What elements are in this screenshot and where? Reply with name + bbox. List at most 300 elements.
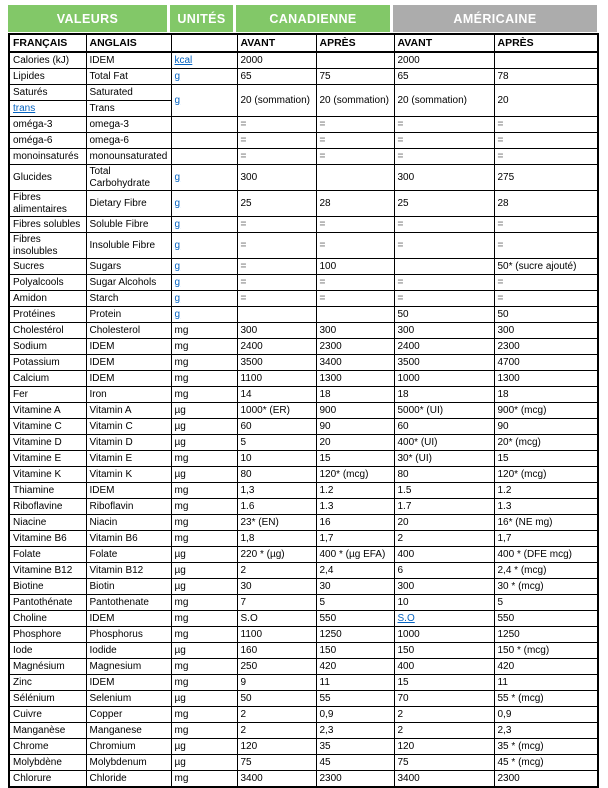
cell-apres-americaine: 15 [494,451,598,467]
cell-avant-canadienne: 75 [237,755,316,771]
no-value-dash: = [319,150,325,162]
column-header-unites [171,34,237,52]
cell-francais: Niacine [9,515,86,531]
subheader-row [9,34,598,52]
table-row [9,259,598,275]
cell-apres-americaine: 275 [494,165,598,191]
cell-apres-americaine [494,52,598,69]
cell-anglais: monounsaturated [86,149,171,165]
cell-anglais: IDEM [86,611,171,627]
cell-avant-americaine: 120 [394,739,494,755]
no-value-dash: = [397,218,403,230]
no-value-dash: = [319,276,325,288]
cell-francais: Sucres [9,259,86,275]
no-value-dash: = [497,134,503,146]
cell-apres-americaine: 0,9 [494,707,598,723]
cell-anglais: omega-3 [86,117,171,133]
cell-anglais: Starch [86,291,171,307]
cell-unite-link[interactable]: g [174,197,181,209]
cell-francais: Polyalcools [9,275,86,291]
group-header-unites: UNITÉS [170,5,233,32]
cell-francais: Calcium [9,371,86,387]
cell-avant-americaine [394,117,494,133]
cell-avant-americaine [394,275,494,291]
table-row [9,771,598,788]
table-row [9,643,598,659]
cell-unite: mg [171,323,237,339]
cell-apres-americaine [494,149,598,165]
cell-anglais: Soluble Fibre [86,217,171,233]
cell-avant-canadienne [237,217,316,233]
cell-unite [171,217,237,233]
cell-anglais: IDEM [86,339,171,355]
cell-francais: Glucides [9,165,86,191]
cell-apres-canadienne: 20 [316,435,394,451]
cell-anglais: Chloride [86,771,171,788]
table-row [9,563,598,579]
cell-francais: Fibres solubles [9,217,86,233]
group-header-americaine: AMÉRICAINE [393,5,597,32]
cell-francais: Molybdène [9,755,86,771]
cell-unite: mg [171,355,237,371]
cell-unite-link[interactable]: g [174,171,181,183]
cell-unite: µg [171,691,237,707]
cell-unite: mg [171,707,237,723]
cell-francais: Biotine [9,579,86,595]
cell-unite-link[interactable]: g [174,239,181,251]
cell-avant-americaine: 400 [394,547,494,563]
cell-avant-canadienne: 250 [237,659,316,675]
cell-avant-americaine: 2 [394,723,494,739]
cell-francais: Vitamine B6 [9,531,86,547]
cell-anglais: Vitamin E [86,451,171,467]
cell-apres-americaine: 2,4 * (mcg) [494,563,598,579]
cell-francais: Lipides [9,69,86,85]
cell-unite [171,85,237,117]
no-value-dash: = [397,276,403,288]
cell-avant-canadienne: 25 [237,191,316,217]
document-page [8,5,597,788]
cell-apres-canadienne: 3400 [316,355,394,371]
cell-unite [171,307,237,323]
cell-avant-canadienne: 1,8 [237,531,316,547]
cell-anglais: IDEM [86,483,171,499]
table-group-header [8,5,597,32]
cell-avant-canadienne: 14 [237,387,316,403]
cell-francais: Sodium [9,339,86,355]
cell-avant-canadienne: 1000* (ER) [237,403,316,419]
cell-avant-americaine: 50 [394,307,494,323]
cell-francais: Thiamine [9,483,86,499]
cell-anglais: IDEM [86,371,171,387]
cell-avant-canadienne: 50 [237,691,316,707]
table-row [9,339,598,355]
cell-avant-canadienne: 10 [237,451,316,467]
cell-unite: µg [171,547,237,563]
cell-unite: mg [171,627,237,643]
cell-francais: Zinc [9,675,86,691]
cell-avant-canadienne [237,275,316,291]
cell-francais: Vitamine C [9,419,86,435]
cell-unite: µg [171,755,237,771]
cell-avant-canadienne: 5 [237,435,316,451]
cell-unite [171,259,237,275]
cell-avant-americaine: 1000 [394,371,494,387]
cell-avant-canadienne: 2 [237,723,316,739]
cell-apres-americaine: 50* (sucre ajouté) [494,259,598,275]
cell-apres-canadienne: 2300 [316,339,394,355]
cell-anglais: Niacin [86,515,171,531]
cell-francais: Saturés [9,85,86,101]
table-row [9,659,598,675]
cell-unite [171,233,237,259]
cell-unite [171,291,237,307]
cell-apres-americaine: 78 [494,69,598,85]
no-value-dash: = [397,134,403,146]
cell-avant-americaine: 25 [394,191,494,217]
table-row [9,435,598,451]
cell-anglais: Saturated [86,85,171,101]
cell-apres-americaine: 18 [494,387,598,403]
cell-apres-canadienne [316,217,394,233]
cell-anglais: Trans [86,101,171,117]
cell-avant-canadienne [237,259,316,275]
cell-apres-americaine: 5 [494,595,598,611]
no-value-dash: = [240,239,246,251]
cell-anglais: Iodide [86,643,171,659]
no-value-dash: = [497,239,503,251]
cell-apres-americaine: 2300 [494,771,598,788]
cell-apres-americaine: 4700 [494,355,598,371]
cell-unite-link[interactable]: g [174,292,181,304]
table-row [9,275,598,291]
cell-anglais: Vitamin A [86,403,171,419]
cell-avant-americaine: 60 [394,419,494,435]
cell-apres-americaine: 1.3 [494,499,598,515]
cell-apres-canadienne [316,165,394,191]
table-row [9,739,598,755]
cell-apres-canadienne: 100 [316,259,394,275]
cell-anglais: IDEM [86,675,171,691]
cell-unite: mg [171,595,237,611]
table-row [9,307,598,323]
table-row [9,723,598,739]
cell-unite-link[interactable]: g [174,94,181,106]
cell-francais: Vitamine E [9,451,86,467]
cell-anglais: Vitamin B6 [86,531,171,547]
table-row [9,707,598,723]
cell-apres-americaine: 20 [494,85,598,117]
cell-unite [171,165,237,191]
cell-avant-americaine [394,133,494,149]
cell-francais: Vitamine A [9,403,86,419]
cell-apres-americaine: 120* (mcg) [494,467,598,483]
no-value-dash: = [497,150,503,162]
cell-avant-americaine: 300 [394,165,494,191]
cell-apres-americaine [494,117,598,133]
cell-avant-americaine [394,233,494,259]
table-row [9,233,598,259]
table-row [9,52,598,69]
cell-francais: monoinsaturés [9,149,86,165]
table-row [9,515,598,531]
cell-unite-link[interactable]: g [174,70,181,82]
cell-avant-americaine: 1.5 [394,483,494,499]
no-value-dash: = [240,134,246,146]
cell-avant-canadienne: 160 [237,643,316,659]
cell-apres-canadienne: 11 [316,675,394,691]
cell-avant-canadienne [237,149,316,165]
cell-francais: Magnésium [9,659,86,675]
cell-anglais: IDEM [86,355,171,371]
table-row [9,403,598,419]
cell-avant-americaine [394,291,494,307]
cell-anglais: Total Fat [86,69,171,85]
cell-apres-canadienne: 0,9 [316,707,394,723]
cell-avant-canadienne: 300 [237,323,316,339]
group-header-valeurs: VALEURS [8,5,167,32]
cell-unite: mg [171,499,237,515]
cell-apres-americaine [494,133,598,149]
cell-avant-canadienne: 2000 [237,52,316,69]
cell-unite: mg [171,723,237,739]
cell-avant-canadienne [237,133,316,149]
group-header-canadienne: CANADIENNE [236,5,390,32]
cell-unite [171,191,237,217]
cell-anglais: Insoluble Fibre [86,233,171,259]
table-row [9,149,598,165]
cell-apres-canadienne: 1,7 [316,531,394,547]
cell-avant-canadienne: 23* (EN) [237,515,316,531]
cell-unite: µg [171,579,237,595]
cell-francais: Cholestérol [9,323,86,339]
cell-apres-americaine: 300 [494,323,598,339]
cell-unite: mg [171,531,237,547]
cell-avant-canadienne: 20 (sommation) [237,85,316,117]
table-row [9,69,598,85]
cell-apres-canadienne: 45 [316,755,394,771]
cell-unite [171,69,237,85]
cell-avant-americaine: 15 [394,675,494,691]
cell-avant-canadienne: S.O [237,611,316,627]
cell-apres-canadienne: 15 [316,451,394,467]
table-row [9,627,598,643]
cell-anglais: Total Carbohydrate [86,165,171,191]
cell-avant-canadienne [237,307,316,323]
cell-unite [171,52,237,69]
cell-unite: mg [171,675,237,691]
cell-anglais: Iron [86,387,171,403]
cell-avant-canadienne: 65 [237,69,316,85]
cell-apres-canadienne: 30 [316,579,394,595]
cell-unite-link[interactable]: g [174,308,181,320]
table-row [9,755,598,771]
cell-apres-americaine: 28 [494,191,598,217]
no-value-dash: = [240,276,246,288]
cell-unite-link[interactable]: g [174,260,181,272]
cell-anglais: omega-6 [86,133,171,149]
cell-avant-canadienne: 2400 [237,339,316,355]
cell-unite-link[interactable]: g [174,276,181,288]
cell-avant-canadienne: 7 [237,595,316,611]
table-row [9,85,598,101]
no-value-dash: = [240,118,246,130]
cell-apres-americaine: 420 [494,659,598,675]
cell-francais: Vitamine B12 [9,563,86,579]
cell-anglais: Cholesterol [86,323,171,339]
cell-anglais: Vitamin D [86,435,171,451]
cell-apres-americaine: 2,3 [494,723,598,739]
cell-francais: oméga-3 [9,117,86,133]
cell-avant-canadienne: 220 * (µg) [237,547,316,563]
table-row [9,117,598,133]
no-value-dash: = [319,239,325,251]
cell-avant-americaine [394,217,494,233]
cell-unite: mg [171,515,237,531]
cell-unite-link[interactable]: g [174,218,181,230]
cell-apres-americaine: 1.2 [494,483,598,499]
column-header-apres-americaine: APRÈS [494,34,598,52]
no-value-dash: = [319,292,325,304]
cell-apres-canadienne: 5 [316,595,394,611]
table-row [9,217,598,233]
cell-francais: Manganèse [9,723,86,739]
cell-avant-americaine-link[interactable]: S.O [397,612,415,624]
cell-anglais: Pantothenate [86,595,171,611]
cell-anglais: Phosphorus [86,627,171,643]
no-value-dash: = [397,150,403,162]
cell-apres-canadienne: 1.3 [316,499,394,515]
cell-unite: µg [171,435,237,451]
cell-apres-canadienne: 150 [316,643,394,659]
cell-avant-americaine: 10 [394,595,494,611]
cell-anglais: Vitamin B12 [86,563,171,579]
table-row [9,419,598,435]
cell-apres-americaine [494,217,598,233]
cell-francais: Pantothénate [9,595,86,611]
cell-unite: mg [171,387,237,403]
cell-francais: Cuivre [9,707,86,723]
cell-apres-canadienne: 28 [316,191,394,217]
cell-avant-americaine: 5000* (UI) [394,403,494,419]
cell-anglais: Chromium [86,739,171,755]
cell-francais: Potassium [9,355,86,371]
cell-apres-americaine: 550 [494,611,598,627]
cell-unite: mg [171,451,237,467]
column-header-avant-americaine: AVANT [394,34,494,52]
cell-apres-americaine [494,275,598,291]
cell-unite: mg [171,611,237,627]
cell-apres-canadienne: 18 [316,387,394,403]
cell-apres-canadienne: 20 (sommation) [316,85,394,117]
cell-anglais: Manganese [86,723,171,739]
cell-avant-americaine: 20 (sommation) [394,85,494,117]
cell-francais-link[interactable]: trans [13,102,36,114]
cell-avant-americaine: 80 [394,467,494,483]
cell-apres-canadienne: 35 [316,739,394,755]
cell-apres-canadienne [316,117,394,133]
cell-unite: mg [171,371,237,387]
table-row [9,547,598,563]
cell-unite-link[interactable]: kcal [174,54,193,66]
cell-avant-americaine: 1.7 [394,499,494,515]
cell-francais: Protéines [9,307,86,323]
cell-francais: Fer [9,387,86,403]
cell-avant-canadienne: 3500 [237,355,316,371]
cell-avant-americaine: 30* (UI) [394,451,494,467]
table-row [9,595,598,611]
cell-apres-canadienne: 420 [316,659,394,675]
cell-apres-americaine: 11 [494,675,598,691]
cell-francais: Fibres alimentaires [9,191,86,217]
cell-avant-americaine: 1000 [394,627,494,643]
table-row [9,323,598,339]
cell-francais: Sélénium [9,691,86,707]
cell-apres-canadienne: 1300 [316,371,394,387]
cell-avant-canadienne: 80 [237,467,316,483]
column-header-anglais: ANGLAIS [86,34,171,52]
cell-unite: mg [171,771,237,788]
cell-avant-americaine: 2 [394,531,494,547]
table-row [9,371,598,387]
cell-anglais: Sugar Alcohols [86,275,171,291]
cell-unite [171,117,237,133]
cell-apres-americaine: 90 [494,419,598,435]
cell-avant-canadienne: 1,3 [237,483,316,499]
cell-francais: Chlorure [9,771,86,788]
cell-apres-americaine: 150 * (mcg) [494,643,598,659]
cell-apres-canadienne: 550 [316,611,394,627]
cell-apres-canadienne: 400 * (µg EFA) [316,547,394,563]
no-value-dash: = [240,150,246,162]
cell-apres-americaine [494,233,598,259]
cell-unite: mg [171,483,237,499]
cell-apres-canadienne: 55 [316,691,394,707]
cell-francais: Amidon [9,291,86,307]
cell-avant-americaine: 18 [394,387,494,403]
cell-unite: mg [171,339,237,355]
cell-apres-americaine: 1300 [494,371,598,387]
cell-apres-americaine: 400 * (DFE mcg) [494,547,598,563]
cell-apres-canadienne [316,133,394,149]
cell-anglais: Protein [86,307,171,323]
cell-avant-americaine: 2 [394,707,494,723]
cell-unite [171,149,237,165]
table-row [9,451,598,467]
cell-francais: Chrome [9,739,86,755]
cell-apres-canadienne [316,233,394,259]
cell-francais: Folate [9,547,86,563]
cell-anglais: Folate [86,547,171,563]
cell-francais: Iode [9,643,86,659]
cell-apres-americaine: 2300 [494,339,598,355]
cell-avant-americaine [394,259,494,275]
cell-avant-americaine: 6 [394,563,494,579]
cell-avant-canadienne: 2 [237,563,316,579]
cell-avant-canadienne: 1100 [237,371,316,387]
cell-avant-americaine: 2400 [394,339,494,355]
cell-apres-americaine: 30 * (mcg) [494,579,598,595]
cell-apres-canadienne: 900 [316,403,394,419]
no-value-dash: = [397,292,403,304]
cell-anglais: Biotin [86,579,171,595]
cell-avant-americaine: 3400 [394,771,494,788]
cell-apres-canadienne: 16 [316,515,394,531]
cell-francais: Vitamine D [9,435,86,451]
cell-francais: Fibres insolubles [9,233,86,259]
cell-avant-americaine: 3500 [394,355,494,371]
table-row [9,165,598,191]
